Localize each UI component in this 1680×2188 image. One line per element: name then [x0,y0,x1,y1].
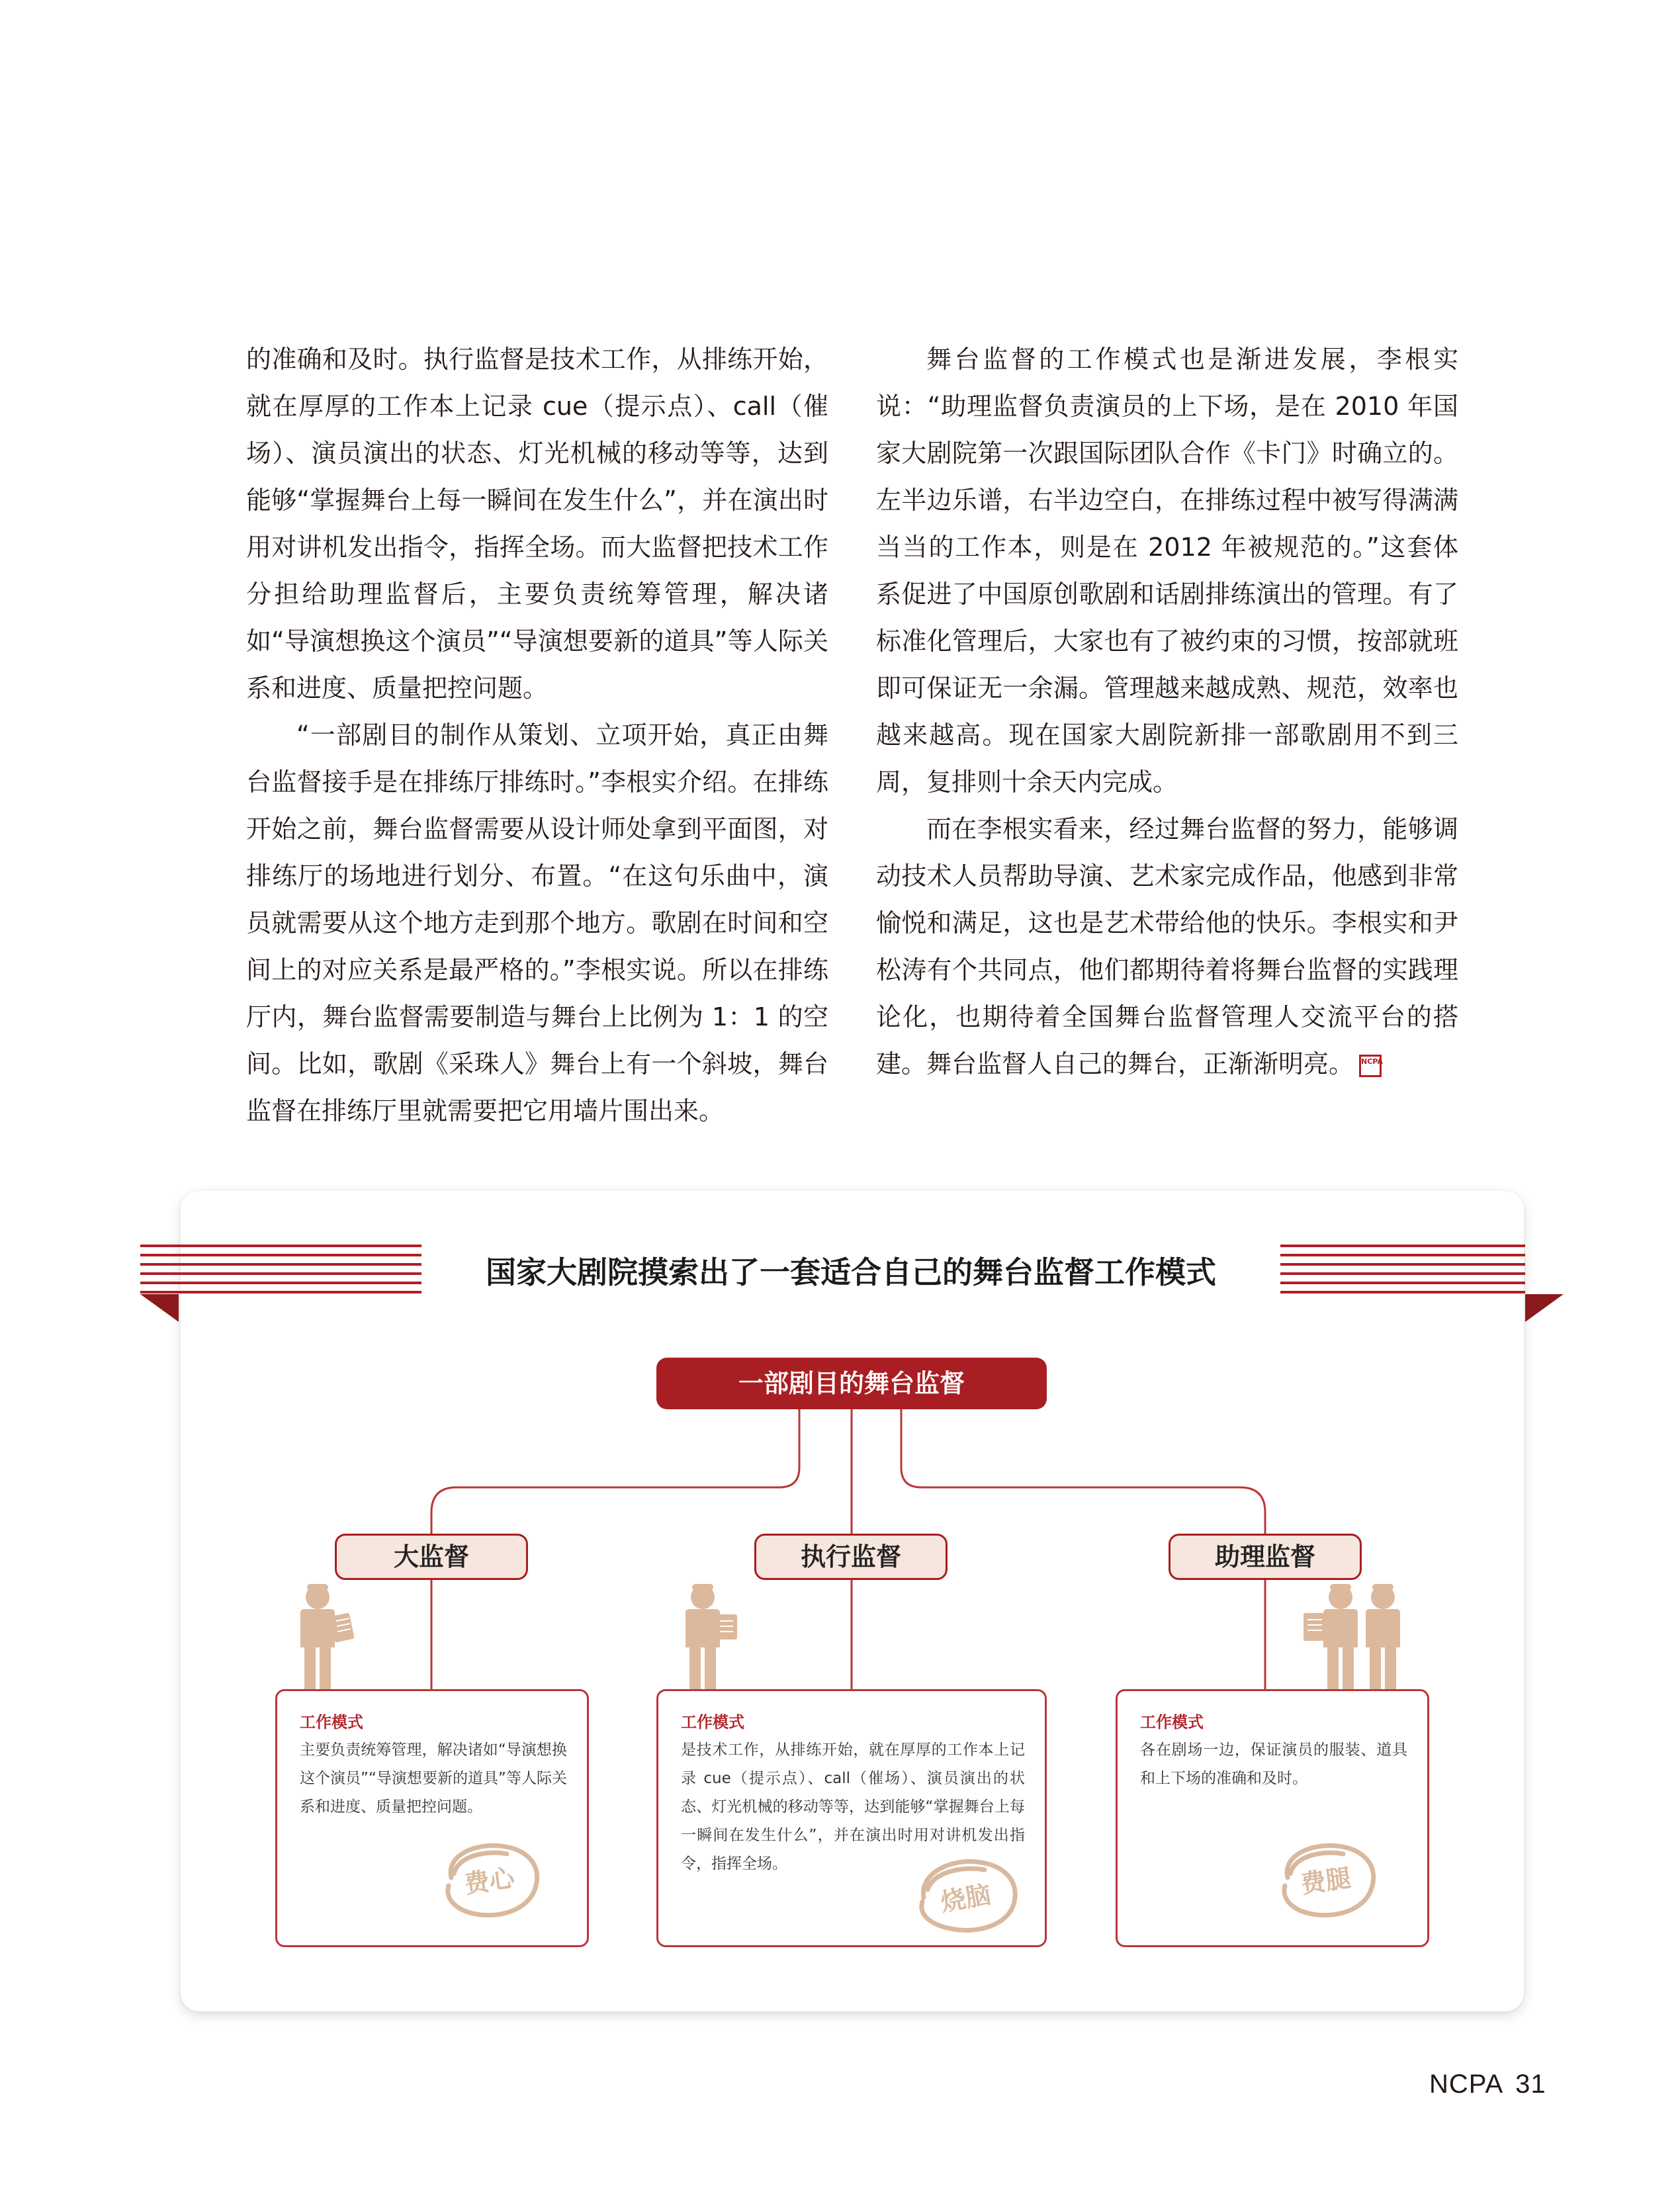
stamp-text: 费腿 [1298,1862,1353,1900]
work-mode-heading: 工作模式 [681,1713,744,1731]
diagram-title: 国家大剧院摸索出了一套适合自己的舞台监督工作模式 [486,1254,1216,1290]
person-with-clipboard-icon [676,1581,742,1694]
page-footer [1429,2070,1558,2099]
paragraph-text: 而在李根实看来，经过舞台监督的努力，能够调动技术人员帮助导演、艺术家完成作品，他感到非常愉悦和满足，这也是艺术带给他的快乐。李根实和尹松涛有个共同点，他们都期待着将舞台监督的实践理论化，也期待着全国舞台监督管理人交流平台的搭建。舞台监督人自己的舞台，正渐渐明亮。 [876,814,1458,1078]
connector-left [431,1409,799,1534]
two-persons-with-clipboards-icon [1302,1581,1415,1694]
connector-right [901,1409,1265,1534]
role-chief-supervisor: 大监督 [335,1534,528,1580]
ncpa-end-mark-icon: NCPA [1359,1055,1382,1077]
root-node: 一部剧目的舞台监督 [656,1358,1047,1409]
work-mode-description: 主要负责统筹管理，解决诸如“导演想换这个演员”“导演想要新的道具”等人际关系和进度、质量把控问题。 [300,1741,567,1816]
stamp-brain-burning [904,1851,1027,1937]
work-mode-heading: 工作模式 [1140,1713,1204,1731]
paragraph: 的准确和及时。执行监督是技术工作，从排练开始，就在厚厚的工作本上记录 cue（提示点）、call（催场）、演员演出的状态、灯光机械的移动等等，达到能够“掌握舞台上每一瞬间在发生什么”，并在演出时用对讲机发出指令，指挥全场。而大监督把技术工作分担给助理监督后，主要负责统筹管理，解决诸如“导演想换这个演员”“导演想要新的道具”等人际关系和进度、质量把控问题。 [246,345,828,703]
role-executive-supervisor: 执行监督 [754,1534,948,1580]
work-mode-heading: 工作模式 [300,1713,363,1731]
magazine-name: NCPA [1429,2070,1504,2099]
paragraph: 舞台监督的工作模式也是渐进发展，李根实说：“助理监督负责演员的上下场，是在 2010 年国家大剧院第一次跟国际团队合作《卡门》时确立的。左半边乐谱，右半边空白，在排练过程中被写得满满当当的工作本，则是在 2012 年被规范的。”这套体系促进了中国原创歌剧和话剧排练演出的管理。有了标准化管理后，大家也有了被约束的习惯，按部就班即可保证无一余漏。管理越来越成熟、规范，效率也越来越高。现在国家大剧院新排一部歌剧用不到三周，复排则十余天内完成。 [876,345,1458,797]
person-with-clipboard-icon [291,1581,357,1694]
stamp-effort-heart [431,1837,548,1923]
stamp-text: 费心 [462,1862,517,1900]
work-mode-description: 各在剧场一边，保证演员的服装、道具和上下场的准确和及时。 [1140,1741,1407,1787]
work-mode-description: 是技术工作，从排练开始，就在厚厚的工作本上记录 cue（提示点）、call（催场）、演员演出的状态、灯光机械的移动等等，达到能够“掌握舞台上每一瞬间在发生什么”，并在演出时用对讲机发出指令，指挥全场。 [681,1741,1025,1872]
role-assistant-supervisor: 助理监督 [1169,1534,1362,1580]
page-number: 31 [1515,2070,1546,2099]
stamp-text: 烧脑 [938,1878,993,1917]
paragraph: “一部剧目的制作从策划、立项开始，真正由舞台监督接手是在排练厅排练时。”李根实介绍。在排练开始之前，舞台监督需要从设计师处拿到平面图，对排练厅的场地进行划分、布置。“在这句乐曲中，演员就需要从这个地方走到那个地方。歌剧在时间和空间上的对应关系是最严格的。”李根实说。所以在排练厅内，舞台监督需要制造与舞台上比例为 1：1 的空间。比如，歌剧《采珠人》舞台上有一个斜坡，舞台监督在排练厅里就需要把它用墙片围出来。 [246,721,828,1125]
stamp-legwork [1268,1837,1384,1923]
